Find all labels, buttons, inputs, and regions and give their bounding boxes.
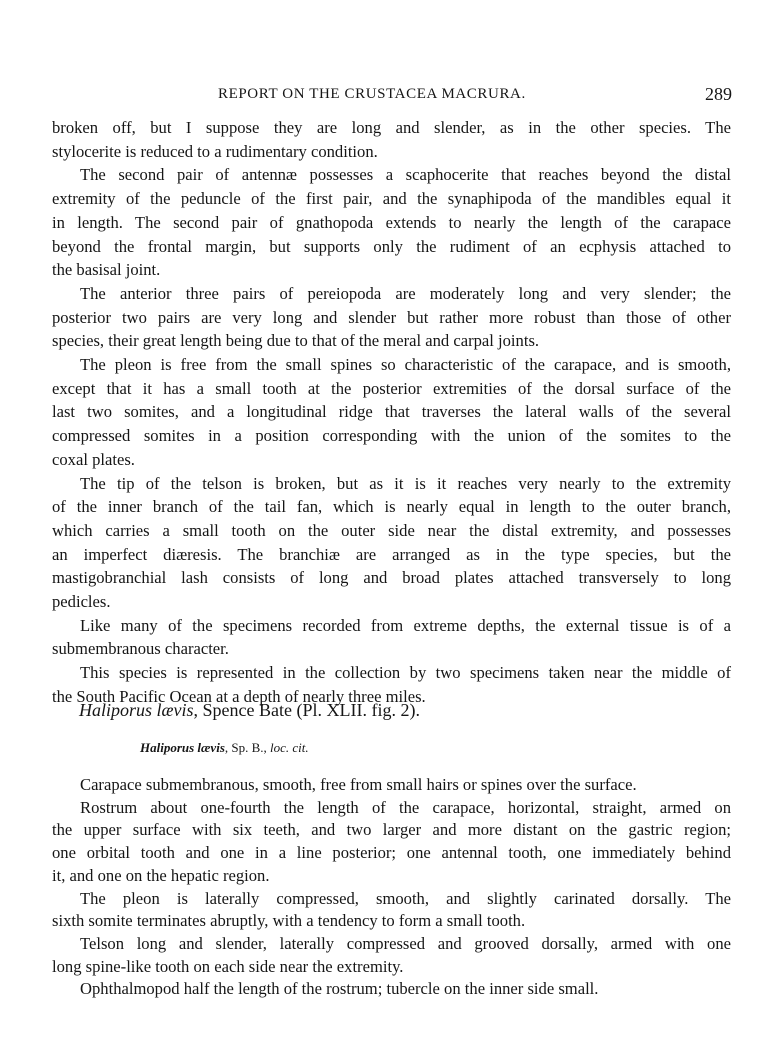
text-line: except that it has a small tooth at the posterior extremities of the dorsal surface of the [52, 378, 731, 398]
citation-name: Haliporus lævis [140, 740, 225, 755]
text-line: sixth somite terminates abruptly, with a tendency to form a small tooth. [52, 911, 526, 931]
text-line: Telson long and slender, laterally compressed and grooved dorsally, armed with one [80, 933, 731, 953]
text-line: The second pair of antennæ possesses a scaphocerite that reaches beyond the distal [80, 165, 731, 185]
species-authority: , Spence Bate (Pl. XLII. fig. 2). [193, 700, 420, 720]
paragraph [52, 888, 731, 933]
text-line: The anterior three pairs of pereiopoda are moderately long and very slender; the [80, 283, 731, 303]
text-line: This species is represented in the collection by two specimens taken near the middle of [80, 663, 731, 683]
text-line: one orbital tooth and one in a line posterior; one antennal tooth, one immediately behind [52, 843, 731, 863]
text-line: compressed somites in a position corresponding with the union of the somites to the [52, 426, 731, 446]
species-heading [79, 700, 420, 721]
paragraph [52, 774, 731, 797]
text-line: beyond the frontal margin, but supports only the rudiment of an ecphysis attached to [52, 236, 731, 256]
running-header [0, 86, 776, 110]
text-line: which carries a small tooth on the outer side near the distal extremity, and possesses [52, 520, 731, 540]
text-line: Ophthalmopod half the length of the rostrum; tubercle on the inner side small. [80, 979, 599, 999]
text-line: pedicles. [52, 592, 111, 612]
text-line: coxal plates. [52, 449, 135, 469]
paragraph [52, 353, 731, 472]
text-line: The tip of the telson is broken, but as it is it reaches very nearly to the extremity [80, 473, 731, 493]
paragraph [52, 797, 731, 888]
text-line: last two somites, and a longitudinal ridge that traverses the lateral walls of the several [52, 402, 731, 422]
text-line: the upper surface with six teeth, and two larger and more distant on the gastric region; [52, 820, 731, 840]
text-line: Rostrum about one-fourth the length of the carapace, horizontal, straight, armed on [80, 797, 731, 817]
page-number: 289 [705, 84, 732, 104]
citation-author: , Sp. B., [224, 740, 271, 755]
paragraph [52, 282, 731, 353]
text-line: posterior two pairs are very long and slender but rather more robust than those of other [52, 307, 731, 327]
text-line: Like many of the specimens recorded from extreme depths, the external tissue is of a [80, 615, 731, 635]
text-line: submembranous character. [52, 639, 229, 659]
species-name: Haliporus lævis [79, 700, 194, 720]
paragraph [52, 978, 731, 1001]
paragraph [52, 933, 731, 978]
text-line: mastigobranchial lash consists of long and broad plates attached transversely to long [52, 568, 731, 588]
text-line: The pleon is laterally compressed, smooth, and slightly carinated dorsally. The [80, 888, 731, 908]
text-line: The pleon is free from the small spines so characteristic of the carapace, and is smooth, [80, 355, 731, 375]
body-text-section-1 [52, 116, 731, 709]
paragraph [52, 116, 731, 163]
citation-ref: loc. cit. [270, 740, 309, 755]
text-line: long spine-like tooth on each side near the extremity. [52, 956, 404, 976]
text-line: stylocerite is reduced to a rudimentary condition. [52, 141, 378, 161]
text-line: the South Pacific Ocean at a depth of nearly three miles. [52, 686, 426, 706]
text-line: Carapace submembranous, smooth, free from small hairs or spines over the surface. [80, 775, 637, 794]
running-title: REPORT ON THE CRUSTACEA MACRURA. [218, 86, 526, 102]
text-line: of the inner branch of the tail fan, which is nearly equal in length to the outer branch, [52, 497, 731, 517]
text-line: an imperfect diæresis. The branchiæ are arranged as in the type species, but the [52, 544, 731, 564]
text-line: in length. The second pair of gnathopoda extends to nearly the length of the carapace [52, 212, 731, 232]
text-line: the basisal joint. [52, 260, 161, 280]
text-line: species, their great length being due to that of the meral and carpal joints. [52, 331, 540, 351]
body-text-section-2 [52, 774, 731, 1001]
text-line: extremity of the peduncle of the first pair, and the synaphipoda of the mandibles equal it [52, 189, 731, 209]
text-line: it, and one on the hepatic region. [52, 865, 270, 885]
paragraph [52, 163, 731, 282]
text-line: broken off, but I suppose they are long and slender, as in the other species. The [52, 118, 731, 137]
species-citation [140, 740, 309, 756]
paragraph [52, 614, 731, 661]
paragraph [52, 472, 731, 614]
